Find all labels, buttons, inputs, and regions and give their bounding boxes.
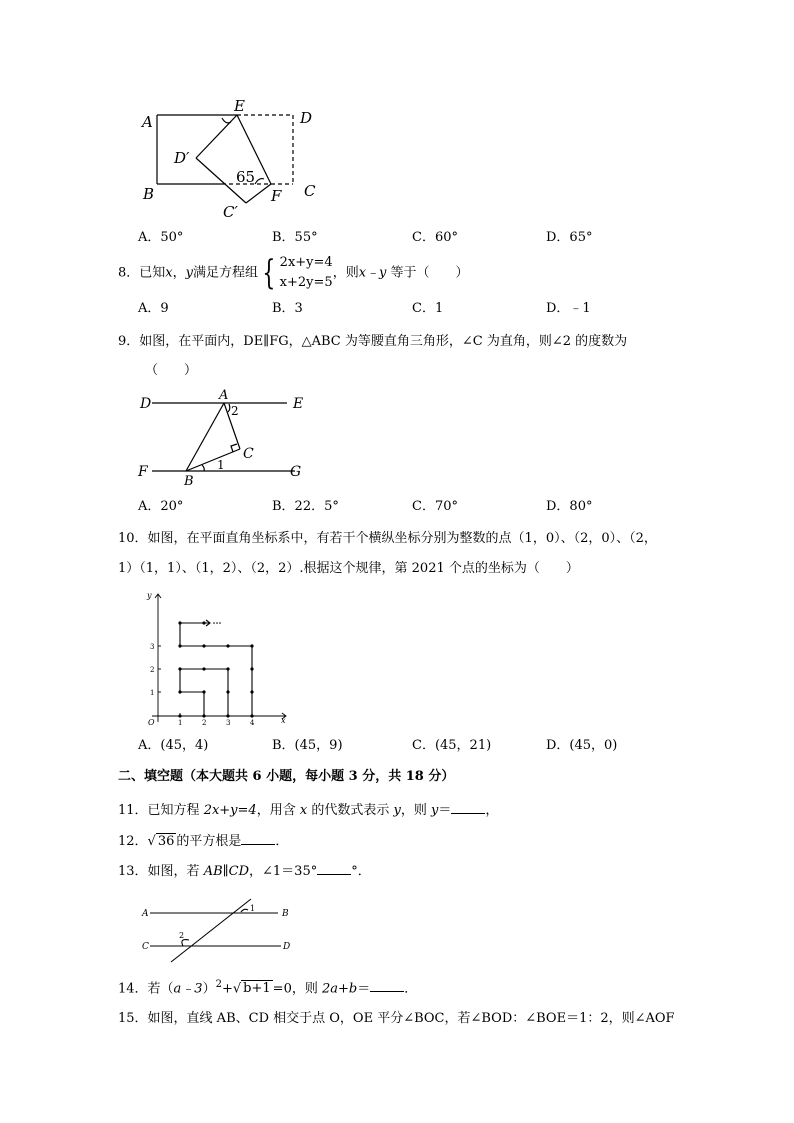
q8-brace: {	[262, 253, 276, 293]
q11-stem	[118, 801, 498, 820]
q12-answer-blank[interactable]	[241, 832, 275, 845]
q8-var-y: y	[185, 265, 194, 281]
angle-arc-e	[222, 118, 231, 123]
y-tick-1: 1	[150, 689, 155, 697]
q8-text-c: ，则	[332, 265, 359, 281]
q11-eq: 2x+y=4	[203, 803, 257, 818]
q8-eq2: x+2y=5	[279, 275, 333, 290]
label-c: C	[243, 446, 254, 462]
label-c-prime: C′	[223, 203, 238, 221]
q9-stem-line2: （ ）	[145, 363, 198, 378]
q9-option-d[interactable]: D．80°	[546, 499, 593, 514]
q7-option-b[interactable]: B．55°	[272, 230, 318, 245]
q13-end: °．	[351, 864, 371, 879]
q13-answer-blank[interactable]	[317, 862, 351, 875]
q8-option-d[interactable]: D．﹣1	[546, 301, 591, 316]
axis-label-x: x	[281, 716, 286, 725]
q11-mid2: 的代数式表示	[307, 803, 394, 818]
y-tick-3: 3	[150, 643, 155, 651]
q8-expr: x﹣y	[358, 265, 387, 281]
q8-text-d: 等于（ ）	[386, 265, 469, 281]
axis-label-y: y	[147, 591, 152, 600]
q10-option-c[interactable]: C．(45，21)	[412, 738, 492, 753]
q14-stem	[118, 976, 417, 998]
q9-stem-line1: 9．如图，在平面内，DE∥FG，△ABC 为等腰直角三角形，∠C 为直角，则∠2 的度数为	[118, 334, 628, 349]
sqrt-sign: √	[147, 834, 156, 849]
q12-radicand: 36	[157, 834, 175, 849]
label-e: E	[293, 396, 304, 412]
label-g: G	[290, 464, 302, 480]
q9-option-c[interactable]: C．70°	[412, 499, 458, 514]
q10-option-b[interactable]: B．(45，9)	[272, 738, 343, 753]
q12-text: 的平方根是	[176, 834, 242, 849]
label-b: B	[184, 474, 194, 489]
q12-end: ．	[275, 834, 289, 849]
q7-option-d[interactable]: D．65°	[546, 230, 593, 245]
q14-answer-blank[interactable]	[370, 979, 404, 992]
q15-stem: 15．如图，直线 AB、CD 相交于点 O，OE 平分∠BOC，若∠BOD：∠BOE＝1：2，则∠AOF	[118, 1011, 675, 1026]
label-a: A	[219, 388, 229, 403]
q14-a: a﹣3	[173, 981, 203, 997]
label-angle-65: 65	[236, 168, 256, 186]
q11-end: ，	[485, 803, 499, 818]
q10-stem-line2: 1）（1，1）、（1，2）、（2，2）.根据这个规律，第 2021 个点的坐标为（ ）	[118, 561, 579, 576]
q13-mid: ，∠1＝35°	[249, 864, 318, 879]
q13-pre: 13．如图，若	[118, 864, 204, 879]
label-f: F	[271, 187, 282, 205]
angle-1-arc	[241, 909, 248, 912]
q14-plus: +	[221, 981, 233, 997]
q11-eq2: ＝	[438, 803, 452, 818]
label-f: F	[138, 464, 148, 480]
label-d: D	[140, 396, 152, 412]
label-angle-2: 2	[179, 931, 185, 940]
q10-stem-line1: 10．如图，在平面直角坐标系中，有若干个横纵坐标分别为整数的点（1，0）、（2，0）、（2，	[118, 531, 657, 546]
q13-figure	[138, 893, 303, 965]
q8-stem	[118, 253, 469, 293]
q8-text-a: 已知	[139, 265, 166, 281]
angle-2-arc	[182, 940, 189, 946]
x-tick-3: 3	[226, 719, 231, 727]
q11-post: ，则	[400, 803, 431, 818]
q13-stem	[118, 862, 371, 881]
q14-eq: =0，则	[272, 981, 322, 997]
q7-option-a[interactable]: A．50°	[138, 230, 184, 245]
q8-eq1: 2x+y=4	[279, 255, 333, 270]
label-c: C	[304, 182, 316, 200]
label-a: A	[142, 909, 149, 919]
q11-pre: 11．已知方程	[118, 803, 204, 818]
label-d: D	[300, 109, 313, 127]
q14-eq2: ＝	[357, 981, 371, 997]
label-angle-1: 1	[250, 904, 256, 913]
origin-label: O	[148, 718, 155, 727]
q8-option-b[interactable]: B．3	[272, 301, 303, 316]
y-tick-2: 2	[150, 666, 155, 674]
q12-number: 12．	[118, 834, 148, 849]
label-angle-2: 2	[231, 404, 239, 418]
x-tick-1: 1	[178, 719, 183, 727]
q8-option-c[interactable]: C．1	[412, 301, 444, 316]
x-tick-2: 2	[202, 719, 207, 727]
label-d: D	[283, 942, 291, 952]
q14-exponent: 2	[215, 979, 222, 990]
spiral-path	[180, 623, 252, 716]
side-bc	[186, 449, 240, 471]
q14-end: ．	[404, 981, 418, 997]
label-a: A	[142, 113, 153, 131]
q14-pre: 14．若（	[118, 981, 174, 997]
q8-text-b: 满足方程组	[193, 265, 259, 281]
label-d-prime: D′	[174, 149, 190, 167]
sqrt-sign: √	[232, 981, 242, 997]
label-b: B	[143, 185, 155, 203]
q11-y: y	[393, 803, 401, 818]
q10-option-d[interactable]: D．(45，0)	[546, 738, 618, 753]
x-tick-4: 4	[250, 719, 255, 727]
q14-radicand: b+1	[243, 981, 271, 997]
angle-1-arc	[202, 465, 204, 471]
edge-ed-prime	[196, 115, 237, 158]
q8-sep: ，	[172, 265, 186, 281]
label-c: C	[142, 942, 149, 952]
q9-figure	[130, 385, 330, 490]
q11-answer-blank[interactable]	[451, 801, 485, 814]
q14-expr: 2a+b	[321, 981, 358, 997]
q7-option-c[interactable]: C．60°	[412, 230, 458, 245]
q9-option-b[interactable]: B．22．5°	[272, 499, 339, 514]
label-b: B	[282, 909, 289, 919]
q10-option-a[interactable]: A．(45，4)	[138, 738, 209, 753]
angle-2-arc	[228, 404, 230, 412]
q9-option-a[interactable]: A．20°	[138, 499, 184, 514]
label-angle-1: 1	[217, 458, 225, 472]
q12-stem	[118, 832, 288, 851]
q8-number: 8．	[118, 265, 140, 281]
q11-x: x	[299, 803, 308, 818]
q8-equation-system	[280, 253, 333, 293]
q14-post: ）	[202, 981, 216, 997]
q11-y2: y	[430, 803, 439, 818]
q8-option-a[interactable]: A．9	[138, 301, 169, 316]
q13-parallel: AB∥CD	[203, 864, 250, 879]
q7-figure	[130, 95, 330, 225]
section2-title: 二、填空题（本大题共 6 小题，每小题 3 分，共 18 分）	[118, 769, 455, 784]
q8-var-x: x	[165, 265, 173, 281]
angle-arc-f	[255, 179, 264, 184]
q11-mid: ，用含	[256, 803, 300, 818]
q10-figure	[138, 588, 298, 728]
label-e: E	[234, 97, 245, 115]
edge-cprime-f	[246, 184, 271, 203]
